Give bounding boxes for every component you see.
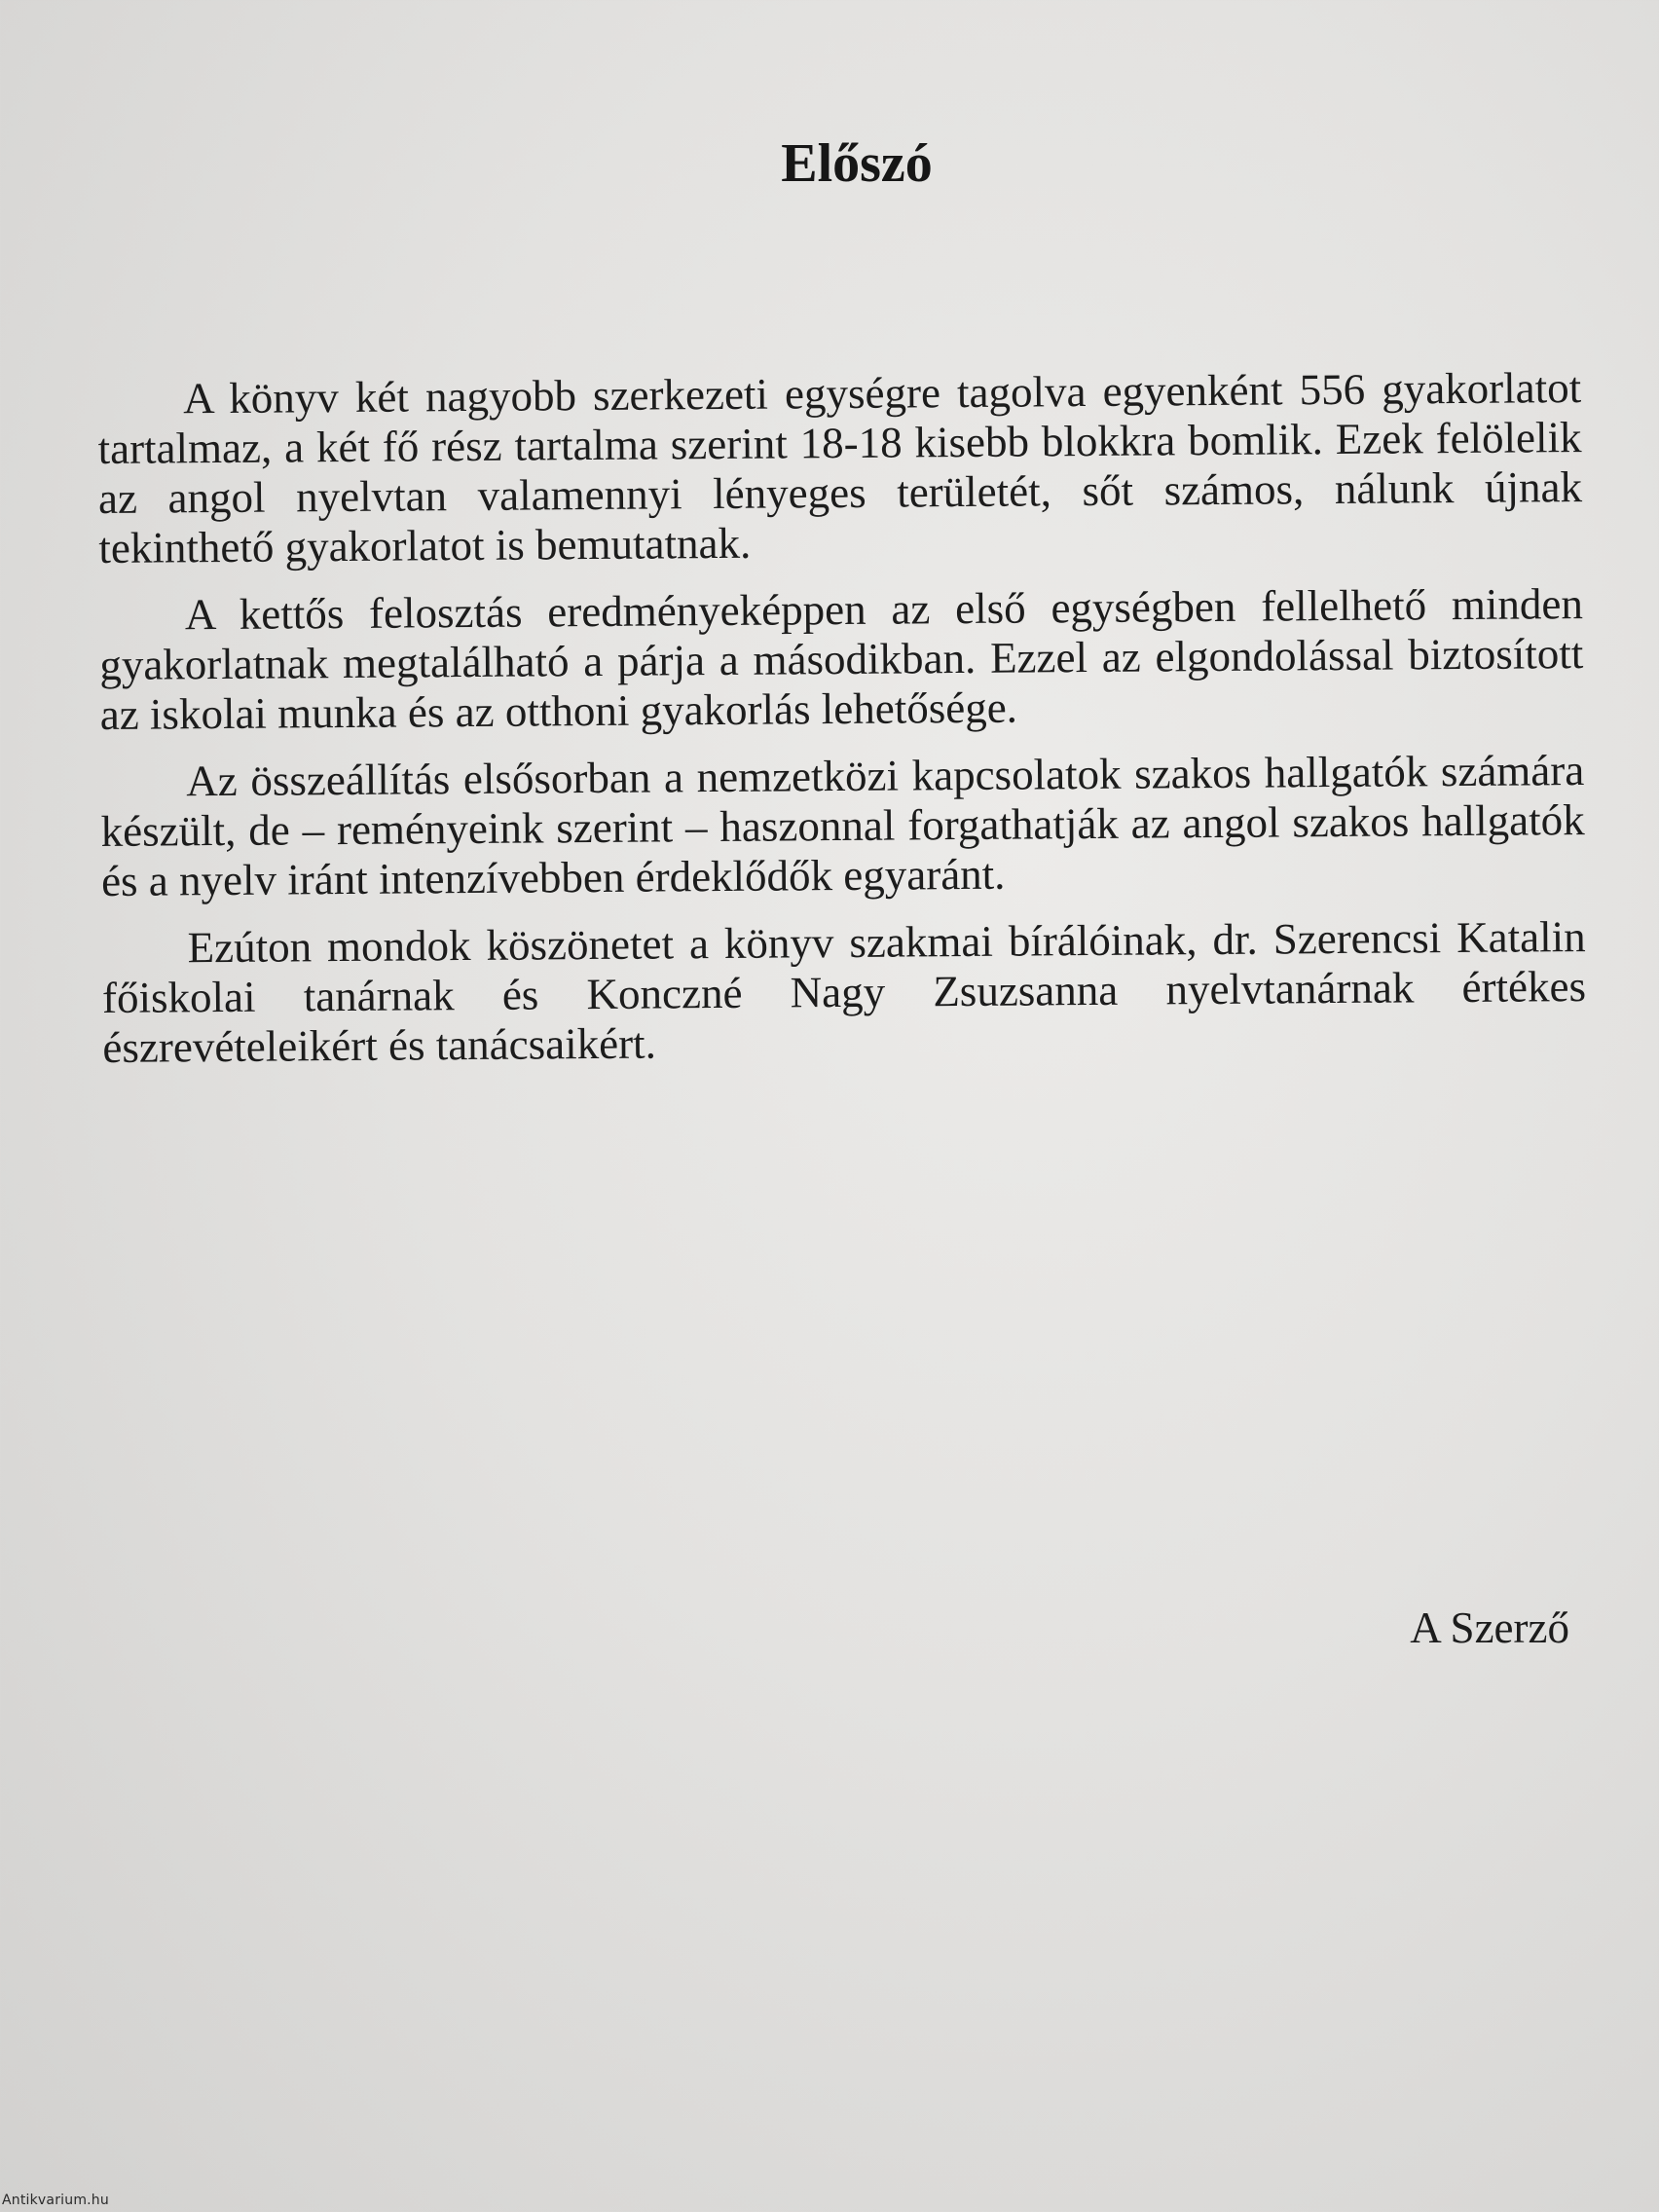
paragraph-2: A kettős felosztás eredményeképpen az első egységben fellelhető minden gyakorlatnak megtalálható a párja a másodikban. Ezzel az elgondolással biztosított az iskolai munka és az otthoni gyakorlás lehetősége. <box>99 579 1584 739</box>
page-title: Előszó <box>781 133 933 194</box>
paragraph-1: A könyv két nagyobb szerkezeti egységre tagolva egyenként 556 gyakorlatot tartalmaz, a két fő rész tartalma szerint 18-18 kisebb blokkra bomlik. Ezek felölelik az angol nyelvtan valamennyi lényeges területét, sőt számos, nálunk újnak tekinthető gyakorlatot is bemutatnak. <box>97 363 1583 572</box>
paragraph-3: Az összeállítás elsősorban a nemzetközi kapcsolatok szakos hallgatók számára készült, de – reményeink szerint – haszonnal forgathatják az angol szakos hallgatók és a nyelv iránt intenzívebben érdeklődők egyaránt. <box>100 746 1585 905</box>
watermark-stamp: Antikvarium.hu <box>2 2193 109 2208</box>
paragraph-4: Ezúton mondok köszönetet a könyv szakmai bírálóinak, dr. Szerencsi Katalin főiskolai tanárnak és Konczné Nagy Zsuzsanna nyelvtanárnak értékes észrevételeikért és tanácsaikért. <box>101 912 1587 1072</box>
preface-body <box>97 363 1587 1090</box>
author-signature: A Szerző <box>1410 1604 1569 1652</box>
